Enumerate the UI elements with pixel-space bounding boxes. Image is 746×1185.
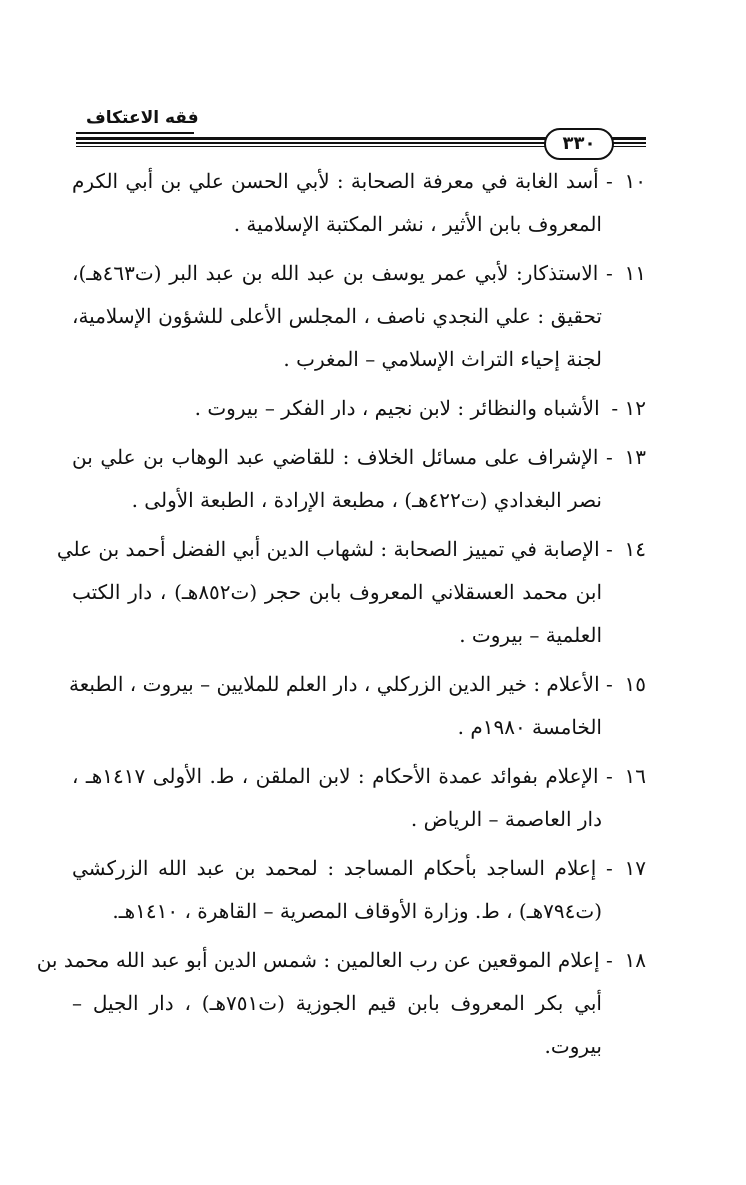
reference-number: ١٣ -: [606, 445, 646, 469]
reference-line: [72, 338, 646, 381]
reference-line: [72, 436, 646, 479]
reference-line: [72, 571, 646, 614]
reference-text: الأعلام : خير الدين الزركلي ، دار العلم للملايين – بيروت ، الطبعة: [68, 672, 600, 696]
reference-item: [36, 939, 646, 1068]
reference-text: الإعلام بفوائد عمدة الأحكام : لابن الملقن ، ط. الأولى ١٤١٧هـ ،: [72, 764, 599, 788]
reference-text: المعروف بابن الأثير ، نشر المكتبة الإسلامية .: [233, 212, 602, 236]
reference-text: إعلام الموقعين عن رب العالمين : شمس الدين أبو عبد الله محمد بن: [36, 948, 600, 972]
reference-line: [72, 706, 646, 749]
reference-text: دار العاصمة – الرياض .: [410, 807, 602, 831]
reference-text: إعلام الساجد بأحكام المساجد : لمحمد بن عبد الله الزركشي: [72, 856, 597, 880]
page-header: [72, 108, 650, 158]
reference-item: [72, 847, 646, 933]
title-underline: [76, 132, 194, 134]
reference-item: [56, 528, 646, 657]
reference-text: الاستذكار: لأبي عمر يوسف بن عبد الله بن عبد البر (ت٤٦٣هـ)،: [72, 261, 599, 285]
reference-text: الإشراف على مسائل الخلاف : للقاضي عبد الوهاب بن علي بن: [72, 445, 599, 469]
reference-item: [72, 755, 646, 841]
reference-line: [72, 252, 646, 295]
reference-line: [72, 614, 646, 657]
reference-line: [72, 1025, 646, 1068]
reference-text: نصر البغدادي (ت٤٢٢هـ) ، مطبعة الإرادة ، الطبعة الأولى .: [131, 488, 602, 512]
reference-number: ١٠ -: [606, 169, 646, 193]
reference-number: ١٧ -: [606, 856, 646, 880]
reference-item: [72, 387, 646, 430]
reference-text: لجنة إحياء التراث الإسلامي – المغرب .: [283, 347, 602, 371]
reference-line: [56, 528, 646, 571]
reference-number: ١٢ -: [611, 396, 646, 420]
reference-line: [72, 847, 646, 890]
reference-line: [72, 890, 646, 933]
reference-item: [72, 160, 646, 246]
reference-item: [72, 252, 646, 381]
reference-item: [68, 663, 646, 749]
reference-text: الأشباه والنظائر : لابن نجيم ، دار الفكر – بيروت .: [194, 396, 600, 420]
reference-number: ١١ -: [606, 261, 647, 285]
reference-line: [72, 479, 646, 522]
reference-text: بيروت.: [544, 1034, 602, 1058]
reference-text: (ت٧٩٤هـ) ، ط. وزارة الأوقاف المصرية – القاهرة ، ١٤١٠هـ.: [112, 899, 602, 923]
page-number: ٣٣٠: [544, 128, 614, 160]
running-title: فقه الاعتكاف: [86, 108, 199, 128]
reference-line: [72, 160, 646, 203]
reference-number: ١٤ -: [606, 537, 646, 561]
reference-line: [72, 755, 646, 798]
reference-line: [68, 663, 646, 706]
reference-text: تحقيق : علي النجدي ناصف ، المجلس الأعلى للشؤون الإسلامية،: [72, 304, 603, 328]
reference-text: العلمية – بيروت .: [459, 623, 602, 647]
reference-line: [72, 798, 646, 841]
reference-item: [72, 436, 646, 522]
reference-text: أسد الغابة في معرفة الصحابة : لأبي الحسن علي بن أبي الكرم: [72, 169, 599, 193]
reference-line: [72, 203, 646, 246]
reference-line: [72, 982, 646, 1025]
reference-line: [72, 295, 646, 338]
reference-list: [36, 160, 647, 1068]
reference-text: ابن محمد العسقلاني المعروف بابن حجر (ت٨٥٢هـ) ، دار الكتب: [72, 580, 602, 604]
reference-line: [36, 939, 646, 982]
reference-number: ١٥ -: [606, 672, 646, 696]
reference-line: [72, 387, 646, 430]
reference-text: الإصابة في تمييز الصحابة : لشهاب الدين أبي الفضل أحمد بن علي: [56, 537, 600, 561]
reference-number: ١٨ -: [606, 948, 646, 972]
reference-text: أبي بكر المعروف بابن قيم الجوزية (ت٧٥١هـ) ، دار الجيل –: [72, 991, 602, 1015]
reference-number: ١٦ -: [606, 764, 646, 788]
reference-text: الخامسة ١٩٨٠م .: [457, 715, 602, 739]
